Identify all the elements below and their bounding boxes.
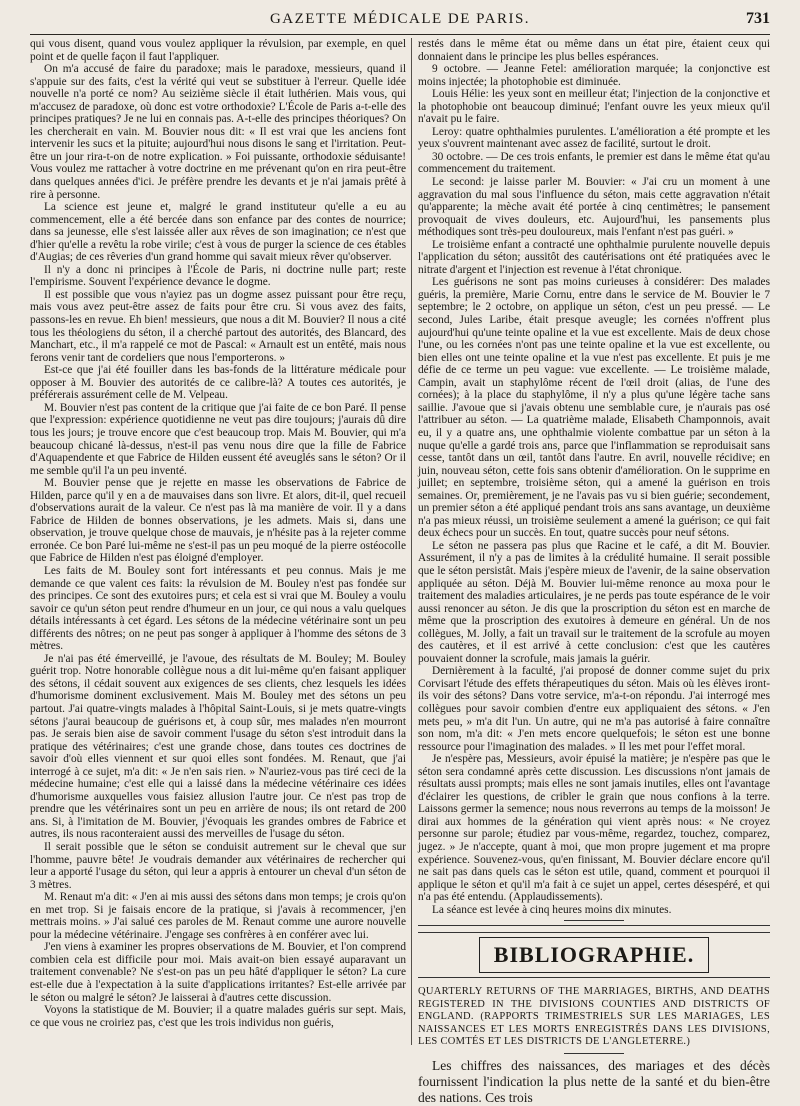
paragraph: Le troisième enfant a contracté une ophthalmie purulente nouvelle depuis l'application du séton; aussitôt des cautérisations ont été pratiquées avec le nitrate d'argent et l'injection est revenue à l'état chronique. (418, 238, 770, 276)
paragraph: Les faits de M. Bouley sont fort intéressants et peu connus. Mais je me demande ce que valent ces faits: la révulsion de M. Bouley n'est pas fondée sur des principes. Ce sont des exutoires purs; et cela est si vrai que M. Bouley a voulu savoir ce qu'un séton peut rendre d'humeur en un jour, ce qui nous a valu quelques détails intéressants à cet égard. Les sétons de la médecine vétérinaire sont un peu différents des nôtres; on ne peut pas songer à appliquer à l'homme des sétons de 3 mètres. (30, 564, 406, 653)
paragraph: qui vous disent, quand vous voulez appliquer la révulsion, par exemple, en quel point et de quelle façon il faut l'appliquer. (30, 38, 406, 63)
paragraph: J'en viens à examiner les propres observations de M. Bouvier, et l'on comprend combien cela est difficile pour moi. Mais avait-on bien essayé auparavant un traitement convenable? Ne s'est-on pas un peu hâté d'appliquer le séton? La cure est-elle due à l'expectation à la suite d'applications irritantes? Est-elle arrivée par le séton ou malgré le séton? Je laisserai à d'autres cette discussion. (30, 941, 406, 1004)
paragraph: Je n'espère pas, Messieurs, avoir épuisé la matière; je n'espère pas que le séton sera condamné après cette discussion. Les discussions n'ont jamais de résultats aussi prompts; mais elles ne sont jamais inutiles, elles ont l'avantage d'éclairer les questions, de cribler le grain que nous confions à la terre. Laissons germer la semence; nous nous reverrons au temps de la moisson! Je dirai aux hommes de la génération qui vient après nous: « Ne croyez personne sur parole; étudiez par vous-même, regardez, touchez, comparez, jugez. » Je n'accepte, quant à moi, que mon propre jugement et ma propre expérience. Souvenez-vous, qu'en finissant, M. Bouvier déclare encore qu'il ne sait pas dans quels cas le séton est utile, quand, comment et pourquoi il applique le séton et qu'il m'a fait à ce sujet un appel, certes désespéré, et qui n'a pas été entendu. (Applaudissements). (418, 753, 770, 904)
short-rule (564, 1053, 624, 1054)
paragraph: restés dans le même état ou même dans un état pire, étaient ceux qui donnaient dans le principe les plus belles espérances. (418, 38, 770, 63)
paragraph: Louis Hélie: les yeux sont en meilleur état; l'injection de la conjonctive et la photophobie ont beaucoup diminué; l'enfant ouvre les yeux mieux qu'il n'avait pu le faire. (418, 88, 770, 126)
section-rule (418, 925, 770, 926)
session-closing: La séance est levée à cinq heures moins dix minutes. (432, 903, 672, 916)
bibliography-text: Les chiffres des naissances, des mariages et des décès fournissent l'indication la plus nette de la santé et du bien-être des nations. Ces trois (418, 1058, 770, 1106)
page-header (30, 8, 770, 35)
bibliography-heading-box (418, 932, 770, 978)
right-column (418, 38, 770, 1106)
paragraph: 30 octobre. — De ces trois enfants, le premier est dans le même état qu'au commencement du traitement. (418, 150, 770, 176)
paragraph: On m'a accusé de faire du paradoxe; mais le paradoxe, messieurs, quand il s'appuie sur des faits, c'est la vérité qui veut se substituer à l'erreur. Quelle idée nouvelle n'a porté ce nom? Au seizième siècle il était luthérien. Mais vous, qui m'accusez de paradoxe, où donc est votre orthodoxie? L'École de Paris a-t-elle des principes pratiques? Je ne lui en connais pas. A-t-elle des principes théoriques? On les chercherait en vain. M. Bouvier nous dit: « Il est vrai que les anciens font intervenir les sucs et la pituite; aujourd'hui nous disons le sang et l'irritation. Peut-être un jour rira-t-on de notre explication. » Foi puissante, orthodoxie séduisante! Vous voulez me rattacher à votre doctrine en me prévenant qu'on en rira peut-être dans quelques années d'ici. Je préfère prendre les devants et je n'ai jamais prêté à rire à personne. (30, 63, 406, 201)
paragraph: Il serait possible que le séton se conduisit autrement sur le cheval que sur l'homme, pauvre bête! Je voudrais demander aux vétérinaires de rechercher qui leur a apporté l'usage du séton, qui leur a appris à entourer un cheval d'un séton de 3 mètres. (30, 841, 406, 891)
page-number: 731 (746, 10, 770, 27)
running-title: GAZETTE MÉDICALE DE PARIS. (269, 11, 531, 27)
paragraph: 9 octobre. — Jeanne Fetel: amélioration marquée; la conjonctive est moins injectée; la photophobie est diminuée. (418, 63, 770, 88)
paragraph: Il est possible que vous n'ayiez pas un dogme assez puissant pour être reçu, mais vous avez peut-être assez de faits pour être cru. Si vous avez des faits, passons-les en revue. Eh bien! messieurs, que nous a dit M. Bouvier? Il nous a cité tous les théologiens du séton, il a cherché partout des autorités, des Blancard, des Manchart, etc., il m'a rappelé ce mot de Pascal: « Arnault est un entêté, mais nous ferons venir tant de cordeliers que nous l'emporterons. » (30, 288, 406, 364)
paragraph: Voyons la statistique de M. Bouvier; il a quatre malades guéris sur sept. Mais, ce que vous ne croiriez pas, c'est que les trois individus non guéris, (30, 1004, 406, 1029)
paragraph: Je n'ai pas été émerveillé, je l'avoue, des résultats de M. Bouley; M. Bouley guérit trop. Notre honorable collègue nous a dit lui-même qu'en faisant appliquer des sétons, il cédait souvent aux exigences de ses clients, chez lesquels les idées d'humorisme dominent exclusivement. Mais M. Bouley met des sétons un peu partout. J'ai quatre-vingts malades à l'hôpital Saint-Louis, si je mets quatre-vingts sétons j'aurai beaucoup de guérisons et, à coup sûr, mes malades n'en mourront pas. Je serais bien aise de savoir comment l'usage du séton s'est introduit dans la pratique des vétérinaires; c'est une grande chose, dans toutes ces doctrines de savoir d'où elles viennent et sur quoi elles sont fondées. M. Renaut, que j'ai interrogé à ce sujet, m'a dit: « Je n'en sais rien. » N'auriez-vous pas tiré ceci de la médecine humaine; c'est elle qui a laissé dans la médecine vétérinaire ces idées d'humorisme auxquelles vous faisiez allusion l'autre jour. Ce n'est pas trop de prendre que les vétérinaires sont un peu en arrière de nous; ils ont retard de 200 ans. Si, à l'imitation de M. Bouvier, j'évoquais les grandes ombres de Fabrice et autres, ils nous raconteraient aussi des merveilles de l'usage du séton. (30, 652, 406, 841)
paragraph: La science est jeune et, malgré le grand instituteur qu'elle a eu au commencement, elle a été bercée dans son enfance par des contes de nourrice; dans sa jeunesse, elle s'est laissée aller aux rêves de son imagination; ce n'est que d'hier qu'elle a revêtu la robe virile; c'est à vous de purger la science de ces étables d'Augias; de ces rêveries d'un grand homme qui savait mieux rêver qu'observer. (30, 201, 406, 264)
paragraph: M. Bouvier pense que je rejette en masse les observations de Fabrice de Hilden, parce qu'il y en a de mauvaises dans son livre. Et alors, dit-il, quel recueil d'observations aurait de la valeur. Ce n'est pas là ma manière de voir. Il y a dans Fabrice de Hilden de bonnes observations, je les admets. Mais si, dans une observation, je trouve quelque chose de mauvais, je n'hésite pas à la rejeter comme erronée. Ce bon Paré lui-même ne s'est-il pas un peu moqué de la pierre ostéocolle que Fabrice de Hilden n'est pas éloigné d'employer. (30, 477, 406, 565)
paragraph: Est-ce que j'ai été fouiller dans les bas-fonds de la littérature médicale pour opposer à M. Bouvier des autorités de ce calibre-là? A toutes ces autorités, je préférerais assurément celle de M. Velpeau. (30, 364, 406, 402)
paragraph: M. Bouvier n'est pas content de la critique que j'ai faite de ce bon Paré. Il pense que l'expression: expérience quotidienne ne veut pas dire toujours; j'aurais dû dire tous les jours; je trouve encore que c'est beaucoup trop. Mais M. Bouvier, qui m'a beaucoup chicané là-dessus, n'est-il pas venu nous dire que la fille de Fabrice d'Aquapendente et que Fabrice de Hilden eussent été aveuglés sans le séton? Or il me semble qu'il l'a un peu inventé. (30, 401, 406, 477)
paragraph: Leroy: quatre ophthalmies purulentes. L'amélioration a été prompte et les yeux s'ouvrent maintenant avec assez de facilité, surtout le droit. (418, 125, 770, 151)
paragraph: Les guérisons ne sont pas moins curieuses à considérer: Des malades guéris, la première, Marie Cornu, entre dans le service de M. Bouvier le 7 septembre; le 2 octobre, on applique un séton, c'est un peu pressé. — Le second, Jules Laribe, était presque aveugle; les cornées n'offrent plus aujourd'hui qu'une teinte opaline et la vue est excellente. Mais de deux chose l'une, ou les cornées n'ont pas une teinte opaline et la vue est excellente, ou bien elles ont une teinte opaline et la vue n'est pas excellente. Et puis je me défie de ce terme un peu vague: vue excellente. — Le troisième malade, Campin, avait un staphylôme récent de l'œil droit (alias, de l'une des cornées); à la place du staphylôme, il n'y a plus qu'une légère tache sans saillie. J'avoue que si j'avais obtenu une semblable cure, je n'aurais pas osé l'attribuer au séton. — La quatrième malade, Elisabeth Champonnois, avait eu, il y a quatre ans, une ophthalmie violente combattue par un séton à la nuque qu'elle a gardé trois ans, parce que l'inflammation se reproduisait sans cesse, tantôt dans un œil, tantôt dans l'autre. En avril, nouvelle récidive; en juin, nouveau séton, cette fois sans obtenir d'amélioration. On le supprime en juillet; en septembre, troisième séton, qui a amené la guérison en trois semaines. Or, premièrement, je ne l'avais pas vu si bien guérie; secondement, un premier séton a été appliqué pendant trois ans sans avantage, un deuxième n'a pas mieux réussi, un troisième seulement a amené la guérison; ce qui fait deux échecs pour un succès. En tout, quatre succès pour neuf sétons. (418, 276, 770, 540)
short-rule (564, 920, 624, 921)
paragraph: Le séton ne passera pas plus que Racine et le café, a dit M. Bouvier. Assurément, il n'y a pas de limites à la crédulité humaine. Il serait possible que le séton persistât. Mais j'espère mieux de l'avenir, de la saine observation appliquée au séton. Déjà M. Bouvier lui-même renonce au moxa pour le traitement des maladies articulaires, je ne perds pas toute espérance de le voir aussi renoncer au séton. Je dis que la proscription du séton est en marche de même que la proscription des exutoires à demeure en général. Un de nos collègues, M. Jolly, a fait un travail sur le traitement de la scrofule au moyen des cautères, et il est arrivé à cette conclusion: c'est que les cautères pouvaient donner la scrofule, mais jamais la guérir. (418, 539, 770, 665)
column-divider (411, 38, 412, 1045)
bibliography-entry-title: QUARTERLY RETURNS OF THE MARRIAGES, BIRTHS, AND DEATHS REGISTERED IN THE DIVISIONS COUNTIES AND DISTRICTS OF ENGLAND. (RAPPORTS TRIMESTRIELS SUR LES MARIAGES, LES NAISSANCES ET LES MORTS ENREGISTRÉS DANS LES DIVISIONS, LES COMTÉS ET LES DISTRICTS DE L'ANGLETERRE.) (418, 986, 770, 1048)
paragraph: Il n'y a donc ni principes à l'École de Paris, ni doctrine nulle part; reste l'empirisme. Souvent l'expérience devance le dogme. (30, 263, 406, 289)
left-column (30, 38, 406, 1045)
bibliography-title: BIBLIOGRAPHIE. (479, 937, 709, 973)
paragraph: M. Renaut m'a dit: « J'en ai mis aussi des sétons dans mon temps; je crois qu'on en met trop. Si je faisais encore de la pratique, si j'avais à recommencer, j'en mettrais moins. » J'ai salué ces paroles de M. Renaut comme une aurore nouvelle pour la médecine vétérinaire. J'engage ses confrères à en conférer avec lui. (30, 891, 406, 941)
paragraph: Le second: je laisse parler M. Bouvier: « J'ai cru un moment à une aggravation du mal sous l'influence du séton, mais cette aggravation n'était qu'apparente; la mèche avait été portée à cinq centimètres; le pansement provoquait de vives douleurs, etc. Aujourd'hui, les pansements plus méthodiques sont très-peu douloureux, mais l'enfant n'est pas guéri. » (418, 176, 770, 239)
paragraph: Dernièrement à la faculté, j'ai proposé de donner comme sujet du prix Corvisart l'étude des effets thérapeutiques du séton. Mais où les élèves iront-ils voir des sétons? Dans votre service, m'a-t-on répondu. J'ai interrogé mes collègues pour savoir combien d'entre eux appliquaient des sétons. « J'en mets peu, » m'a dit l'un. Un autre, qui ne m'a pas autorisé à faire connaître son nom, m'a dit: « J'en mets encore quelquefois; le séton est une bonne ressource pour l'imagination des malades. » Il les met pour l'effet moral. (418, 665, 770, 753)
